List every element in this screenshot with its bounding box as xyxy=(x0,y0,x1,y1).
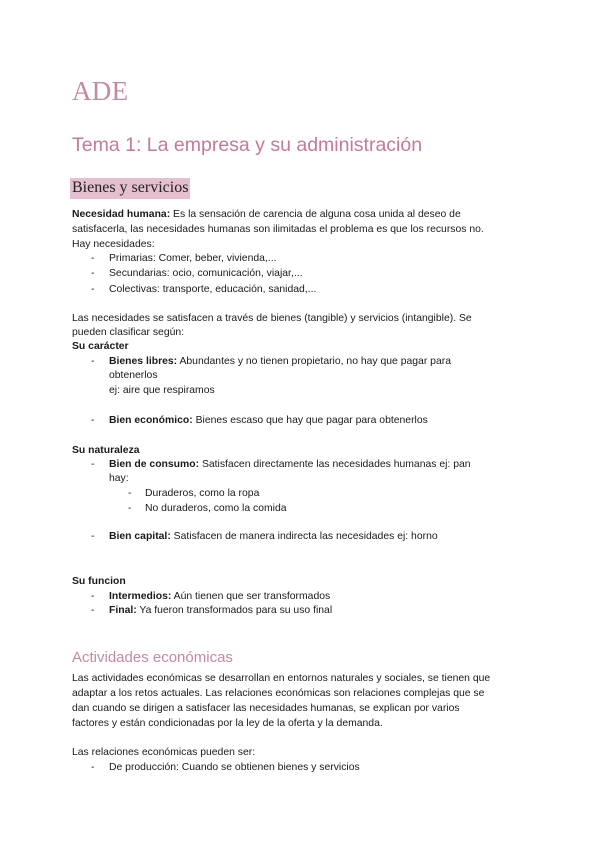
section-heading-bienes-servicios: Bienes y servicios xyxy=(70,178,190,199)
list-bullet: - xyxy=(128,503,132,514)
intermediate-text: Aún tienen que ser transformados xyxy=(171,591,331,602)
relations-intro: Las relaciones económicas pueden ser: xyxy=(72,747,256,758)
activities-paragraph-line1: Las actividades económicas se desarrollan en entornos naturales y sociales, se tienen que xyxy=(72,673,491,684)
need-text: Es la sensación de carencia de alguna cosa unida al deseo de xyxy=(170,209,461,220)
section-heading-actividades: Actividades económicas xyxy=(72,649,233,666)
character-heading: Su carácter xyxy=(72,341,129,352)
satisfy-paragraph-line2: pueden clasificar según: xyxy=(72,327,185,338)
list-item-economic-good xyxy=(109,413,428,428)
activities-paragraph-line4: factores y están condicionadas por la ley de la oferta y la demanda. xyxy=(72,718,383,729)
list-bullet: - xyxy=(91,415,95,426)
capital-good-term: Bien capital: xyxy=(109,531,171,542)
list-item: Primarias: Comer, beber, vivienda,... xyxy=(109,253,277,264)
list-item-intermediate xyxy=(109,589,330,604)
sub-list-item: No duraderos, como la comida xyxy=(145,503,287,514)
final-text: Ya fueron transformados para su uso final xyxy=(136,605,333,616)
list-item-consumer-good xyxy=(109,457,471,472)
free-goods-example: ej: aire que respiramos xyxy=(109,385,215,396)
function-heading: Su funcion xyxy=(72,576,126,587)
list-bullet: - xyxy=(91,531,95,542)
list-item-relation: De producción: Cuando se obtienen bienes y servicios xyxy=(109,762,360,773)
intermediate-term: Intermedios: xyxy=(109,591,172,602)
free-goods-line2: obtenerlos xyxy=(109,370,158,381)
final-term: Final: xyxy=(109,605,137,616)
list-bullet: - xyxy=(128,488,132,499)
need-term: Necesidad humana: xyxy=(72,209,171,220)
nature-heading: Su naturaleza xyxy=(72,445,140,456)
topic-heading: Tema 1: La empresa y su administración xyxy=(72,134,423,156)
activities-paragraph-line2: adaptar a los retos actuales. Las relaciones económicas son relaciones complejas que se xyxy=(72,688,485,699)
list-bullet: - xyxy=(91,459,95,470)
document-title: ADE xyxy=(72,76,129,106)
list-bullet: - xyxy=(91,253,95,264)
economic-good-term: Bien económico: xyxy=(109,415,193,426)
list-bullet: - xyxy=(91,268,95,279)
list-bullet: - xyxy=(91,591,95,602)
need-paragraph-line2: satisfacerla, las necesidades humanas son ilimitadas el problema es que los recursos no. xyxy=(72,224,484,235)
activities-paragraph-line3: dan cuando se dirigen a satisfacer las necesidades humanas, se explican por varios xyxy=(72,703,460,714)
list-bullet: - xyxy=(91,605,95,616)
consumer-good-text: Satisfacen directamente las necesidades humanas ej: pan xyxy=(199,459,471,470)
capital-good-text: Satisfacen de manera indirecta las necesidades ej: horno xyxy=(170,531,438,542)
list-item: Secundarias: ocio, comunicación, viajar,... xyxy=(109,268,303,279)
economic-good-text: Bienes escaso que hay que pagar para obtenerlos xyxy=(192,415,428,426)
list-bullet: - xyxy=(91,284,95,295)
list-item-free-goods xyxy=(109,354,451,369)
list-item-capital-good xyxy=(109,529,438,544)
free-goods-text: Abundantes y no tienen propietario, no hay que pagar para xyxy=(177,356,451,367)
sub-list-item: Duraderos, como la ropa xyxy=(145,488,260,499)
need-paragraph-line1 xyxy=(72,207,461,222)
list-bullet: - xyxy=(91,356,95,367)
consumer-good-line2: hay: xyxy=(109,473,129,484)
list-bullet: - xyxy=(91,762,95,773)
consumer-good-term: Bien de consumo: xyxy=(109,459,200,470)
list-item-final xyxy=(109,603,332,618)
list-item: Colectivas: transporte, educación, sanidad,... xyxy=(109,284,317,295)
satisfy-paragraph-line1: Las necesidades se satisfacen a través de bienes (tangible) y servicios (intangible). Se xyxy=(72,313,472,324)
need-paragraph-line3: Hay necesidades: xyxy=(72,239,155,250)
free-goods-term: Bienes libres: xyxy=(109,356,178,367)
